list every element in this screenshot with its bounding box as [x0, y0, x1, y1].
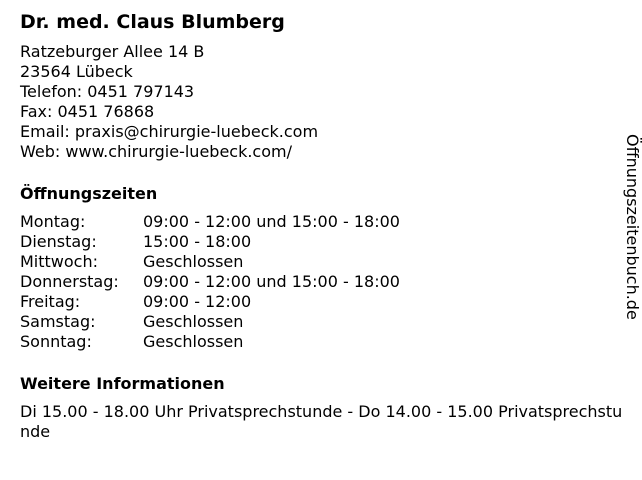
- hours-day: Freitag:: [20, 292, 81, 311]
- hours-day: Sonntag:: [20, 332, 92, 351]
- further-info-heading: Weitere Informationen: [20, 374, 225, 393]
- opening-hours-table: [20, 212, 620, 352]
- hours-day: Samstag:: [20, 312, 96, 331]
- hours-time: 09:00 - 12:00 und 15:00 - 18:00: [143, 212, 400, 231]
- brand-watermark: Öffnungszeitenbuch.de: [623, 134, 642, 320]
- street-address: Ratzeburger Allee 14 B: [20, 42, 205, 61]
- opening-hours-heading: Öffnungszeiten: [20, 184, 158, 203]
- fax-number: Fax: 0451 76868: [20, 102, 155, 121]
- practice-card: [20, 10, 623, 442]
- hours-row-tuesday: [20, 232, 620, 252]
- email-address: Email: praxis@chirurgie-luebeck.com: [20, 122, 319, 141]
- further-info-text: Di 15.00 - 18.00 Uhr Privatsprechstunde - Do 14.00 - 15.00 Privatsprechstunde: [20, 402, 623, 441]
- hours-row-wednesday: [20, 252, 620, 272]
- hours-day: Dienstag:: [20, 232, 97, 251]
- hours-time: Geschlossen: [143, 252, 244, 271]
- practice-name: Dr. med. Claus Blumberg: [20, 11, 285, 33]
- hours-day: Montag:: [20, 212, 86, 231]
- hours-row-thursday: [20, 272, 620, 292]
- hours-time: Geschlossen: [143, 332, 244, 351]
- hours-row-friday: [20, 292, 620, 312]
- hours-time: 15:00 - 18:00: [143, 232, 252, 251]
- website-address: Web: www.chirurgie-luebeck.com/: [20, 142, 292, 161]
- hours-row-sunday: [20, 332, 620, 352]
- hours-time: 09:00 - 12:00: [143, 292, 252, 311]
- hours-row-monday: [20, 212, 620, 232]
- hours-day: Mittwoch:: [20, 252, 98, 271]
- phone-number: Telefon: 0451 797143: [20, 82, 195, 101]
- hours-time: Geschlossen: [143, 312, 244, 331]
- hours-time: 09:00 - 12:00 und 15:00 - 18:00: [143, 272, 400, 291]
- city-address: 23564 Lübeck: [20, 62, 133, 81]
- hours-day: Donnerstag:: [20, 272, 119, 291]
- hours-row-saturday: [20, 312, 620, 332]
- contact-block: [20, 42, 620, 162]
